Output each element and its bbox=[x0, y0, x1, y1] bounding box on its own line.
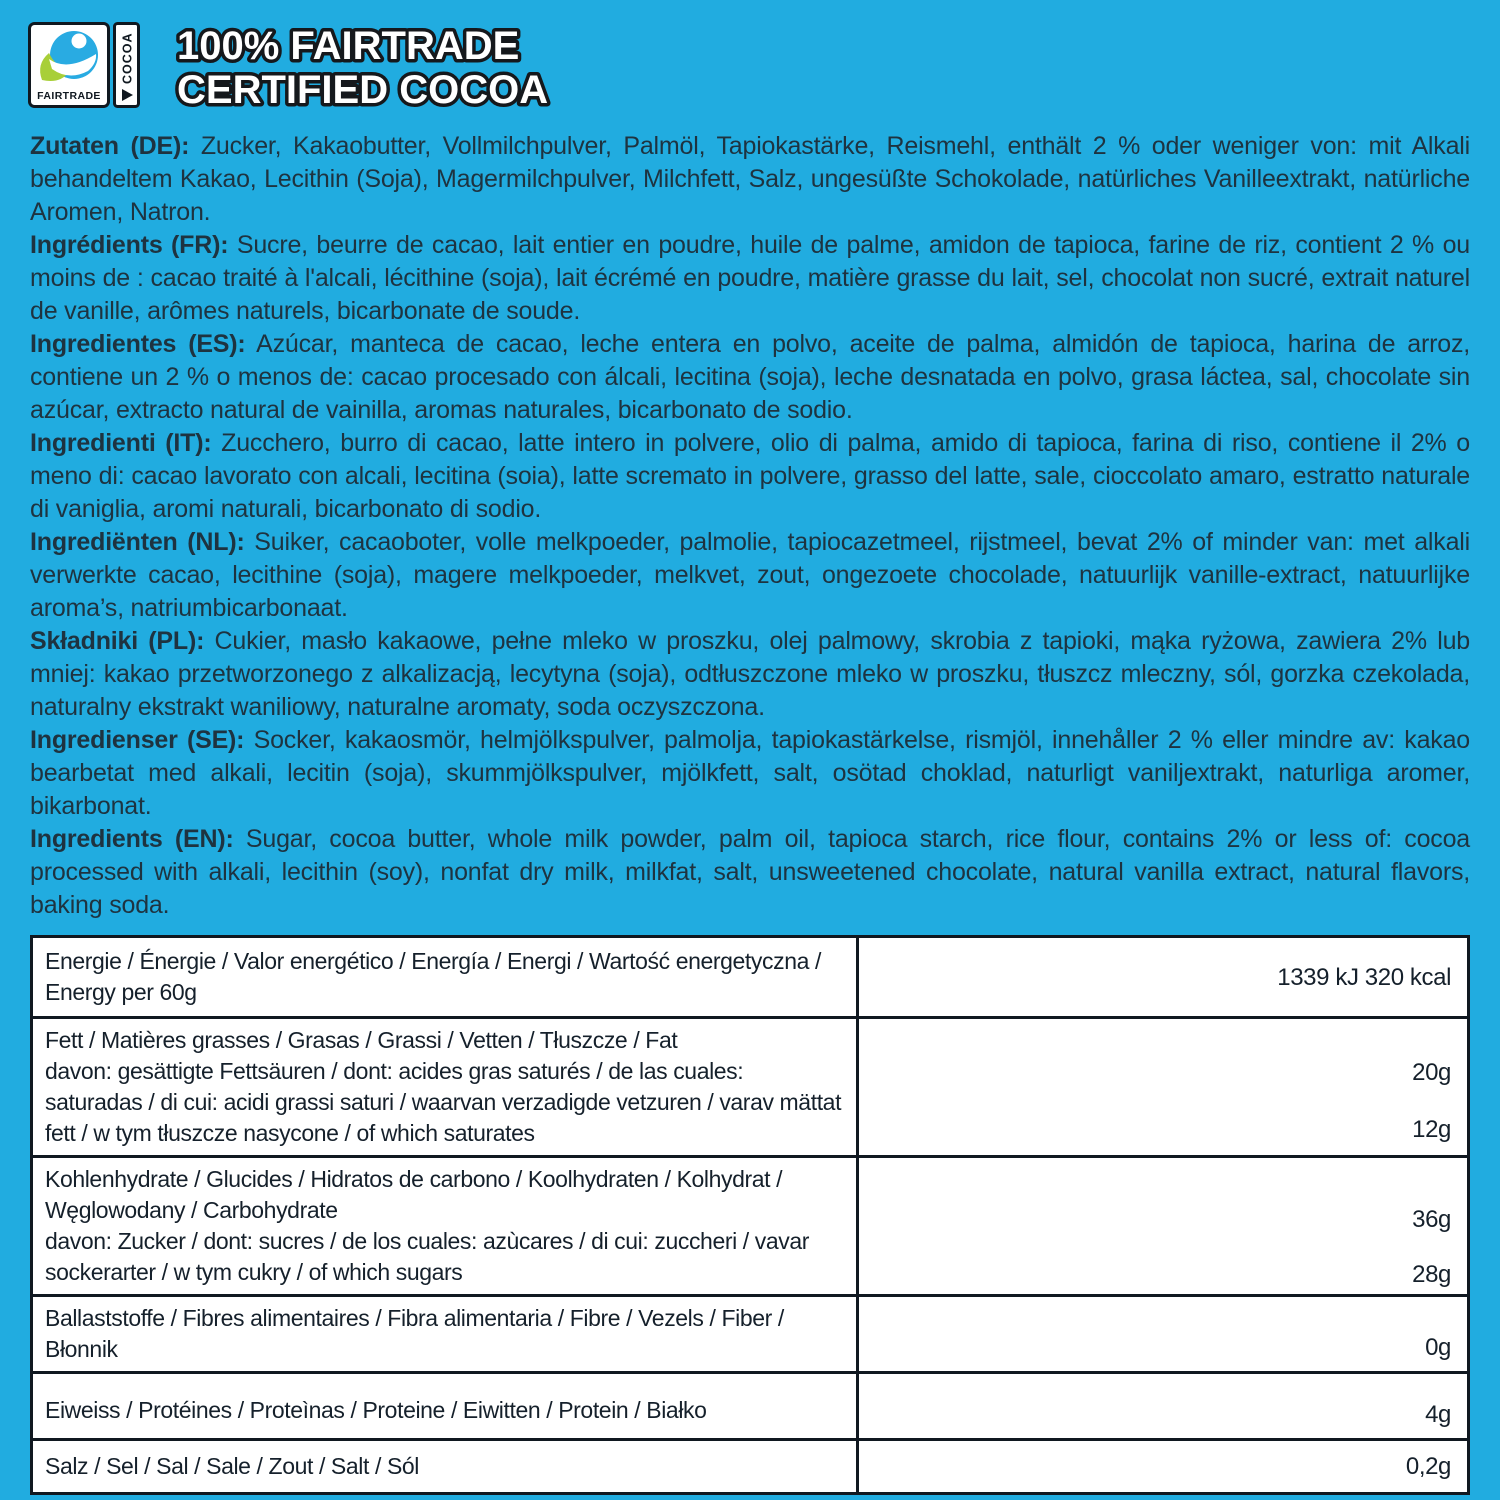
ingredient-language-label: Ingredientes (ES): bbox=[30, 330, 246, 358]
ingredient-language-label: Ingredients (EN): bbox=[30, 825, 234, 853]
nutrition-label-cell bbox=[33, 1297, 859, 1371]
nutrition-label-line: davon: Zucker / dont: sucres / de los cuales: azùcares / di cui: zuccheri / vavar sockerarter / w tym cukry / of which sugars bbox=[45, 1228, 810, 1285]
nutrition-value-cell bbox=[859, 1158, 1467, 1294]
nutrition-value: 0g bbox=[1425, 1334, 1451, 1361]
nutrition-value-cell bbox=[859, 1297, 1467, 1371]
ingredient-paragraph: Ingrédients (FR): Sucre, beurre de cacao, lait entier en poudre, huile de palme, amidon de tapioca, farine de riz, contient 2 % ou moins de : cacao traité à l'alcali, lécithine (soja), lait écrémé en poudre, matière grasse du lait, sel, chocolat non sucré, extrait naturel de vanille, arômes naturels, bicarbonate de soude. bbox=[30, 231, 1470, 325]
nutrition-label-line: Kohlenhydrate / Glucides / Hidratos de carbono / Koolhydraten / Kolhydrat / Węglowodany / Carbohydrate bbox=[45, 1166, 783, 1223]
header bbox=[28, 22, 1470, 118]
nutrition-label-line: Energie / Énergie / Valor energético / Energía / Energi / Wartość energetyczna / bbox=[45, 948, 821, 974]
cocoa-strip bbox=[113, 22, 140, 108]
nutrition-label-cell bbox=[33, 1019, 859, 1155]
fairtrade-mark-icon bbox=[28, 22, 110, 108]
nutrition-value: 4g bbox=[1425, 1401, 1451, 1428]
page-title bbox=[174, 22, 604, 118]
ingredient-paragraph: Składniki (PL): Cukier, masło kakaowe, pełne mleko w proszku, olej palmowy, skrobia z tapioki, mąka ryżowa, zawiera 2% lub mniej: kakao przetworzonego z alkalizacją, lecytyna (soja), odtłuszczone mleko w proszku, tłuszcz mleczny, sól, gorzka czekolada, naturalny ekstrakt waniliowy, naturalne aromaty, soda oczyszczona. bbox=[30, 627, 1470, 721]
nutrition-value-cell bbox=[859, 1374, 1467, 1438]
nutrition-row bbox=[33, 1371, 1467, 1438]
nutrition-label-line: Salz / Sel / Sal / Sale / Zout / Salt / Sól bbox=[45, 1453, 419, 1479]
nutrition-value: 0,2g bbox=[1405, 1453, 1451, 1480]
nutrition-label-line: Energy per 60g bbox=[45, 979, 197, 1005]
title-line-2: CERTIFIED COCOA bbox=[177, 68, 549, 112]
nutrition-value: 36g bbox=[1412, 1206, 1451, 1233]
ingredient-paragraph: Ingredients (EN): Sugar, cocoa butter, whole milk powder, palm oil, tapioca starch, rice flour, contains 2% or less of: cocoa processed with alkali, lecithin (soy), nonfat dry milk, milkfat, salt, unsweetened chocolate, natural vanilla extract, natural flavors, baking soda. bbox=[30, 825, 1470, 919]
nutrition-label-cell bbox=[33, 938, 859, 1016]
ingredient-paragraph: Ingredientes (ES): Azúcar, manteca de cacao, leche entera en polvo, aceite de palma, almidón de tapioca, harina de arroz, contiene un 2 % o menos de: cacao procesado con álcali, lecitina (soja), leche desnatada en polvo, grasa láctea, sal, chocolate sin azúcar, extracto natural de vainilla, aromas naturales, bicarbonato de sodio. bbox=[30, 330, 1470, 424]
nutrition-value-cell bbox=[859, 1019, 1467, 1155]
ingredient-language-label: Ingrediënten (NL): bbox=[30, 528, 245, 556]
nutrition-row bbox=[33, 1294, 1467, 1371]
ingredients-list bbox=[30, 130, 1470, 922]
ingredient-language-label: Ingrédients (FR): bbox=[30, 231, 229, 259]
nutrition-label-cell bbox=[33, 1441, 859, 1492]
nutrition-row bbox=[33, 1016, 1467, 1155]
nutrition-label-line: Ballaststoffe / Fibres alimentaires / Fibra alimentaria / Fibre / Vezels / Fiber / Błonnik bbox=[45, 1305, 784, 1362]
ingredient-language-label: Ingredienser (SE): bbox=[30, 726, 245, 754]
cocoa-strip-label: COCOA bbox=[120, 32, 135, 84]
nutrition-value: 20g bbox=[1412, 1059, 1451, 1086]
ingredient-paragraph: Ingredienti (IT): Zucchero, burro di cacao, latte intero in polvere, olio di palma, amido di tapioca, farina di riso, contiene il 2% o meno di: cacao lavorato con alcali, lecitina (soia), latte scremato in polvere, grasso del latte, sale, cioccolato amaro, estratto naturale di vaniglia, aromi naturali, bicarbonato di sodio. bbox=[30, 429, 1470, 523]
nutrition-value: 1339 kJ 320 kcal bbox=[1277, 963, 1451, 991]
nutrition-value: 28g bbox=[1412, 1261, 1451, 1288]
nutrition-row bbox=[33, 1155, 1467, 1294]
ingredient-language-label: Ingredienti (IT): bbox=[30, 429, 212, 457]
nutrition-value-cell bbox=[859, 938, 1467, 1016]
nutrition-value: 12g bbox=[1412, 1116, 1451, 1143]
fairtrade-mark-label: FAIRTRADE bbox=[37, 90, 101, 102]
nutrition-label-line: Fett / Matières grasses / Grasas / Grassi / Vetten / Tłuszcze / Fat bbox=[45, 1027, 678, 1053]
nutrition-value-cell bbox=[859, 1441, 1467, 1492]
nutrition-row bbox=[33, 938, 1467, 1016]
ingredient-language-label: Zutaten (DE): bbox=[30, 132, 190, 160]
nutrition-label-line: davon: gesättigte Fettsäuren / dont: acides gras saturés / de las cuales: saturadas / di cui: acidi grassi saturi / waarvan verzadigde vetzuren / varav mättat fett / w tym tłuszcze nasycone / of which saturates bbox=[45, 1058, 842, 1146]
nutrition-row bbox=[33, 1438, 1467, 1492]
ingredient-paragraph: Ingrediënten (NL): Suiker, cacaoboter, volle melkpoeder, palmolie, tapiocazetmeel, rijstmeel, bevat 2% of minder van: met alkali verwerkte cacao, lecithine (soja), magere melkpoeder, melkvet, zout, ongezoete chocolade, natuurlijk vanille-extract, natuurlijke aroma’s, natriumbicarbonaat. bbox=[30, 528, 1470, 622]
nutrition-label-cell bbox=[33, 1158, 859, 1294]
nutrition-label-line: Eiweiss / Protéines / Proteìnas / Proteine / Eiwitten / Protein / Białko bbox=[45, 1397, 707, 1423]
ingredient-paragraph: Zutaten (DE): Zucker, Kakaobutter, Vollmilchpulver, Palmöl, Tapiokastärke, Reismehl, enthält 2 % oder weniger von: mit Alkali behandeltem Kakao, Lecithin (Soja), Magermilchpulver, Milchfett, Salz, ungesüßte Schokolade, natürliches Vanilleextrakt, natürliche Aromen, Natron. bbox=[30, 132, 1470, 226]
ingredient-paragraph: Ingredienser (SE): Socker, kakaosmör, helmjölkspulver, palmolja, tapiokastärkelse, rismjöl, innehåller 2 % eller mindre av: kakao bearbetat med alkali, lecitin (soja), skummjölkspulver, mjölkfett, salt, osötad choklad, naturligt vaniljextrakt, naturliga aromer, bikarbonat. bbox=[30, 726, 1470, 820]
nutrition-label-cell bbox=[33, 1374, 859, 1438]
fairtrade-badge bbox=[28, 22, 140, 108]
nutrition-table bbox=[30, 935, 1470, 1495]
title-line-1: 100% FAIRTRADE bbox=[177, 24, 520, 68]
ingredient-language-label: Składniki (PL): bbox=[30, 627, 205, 655]
